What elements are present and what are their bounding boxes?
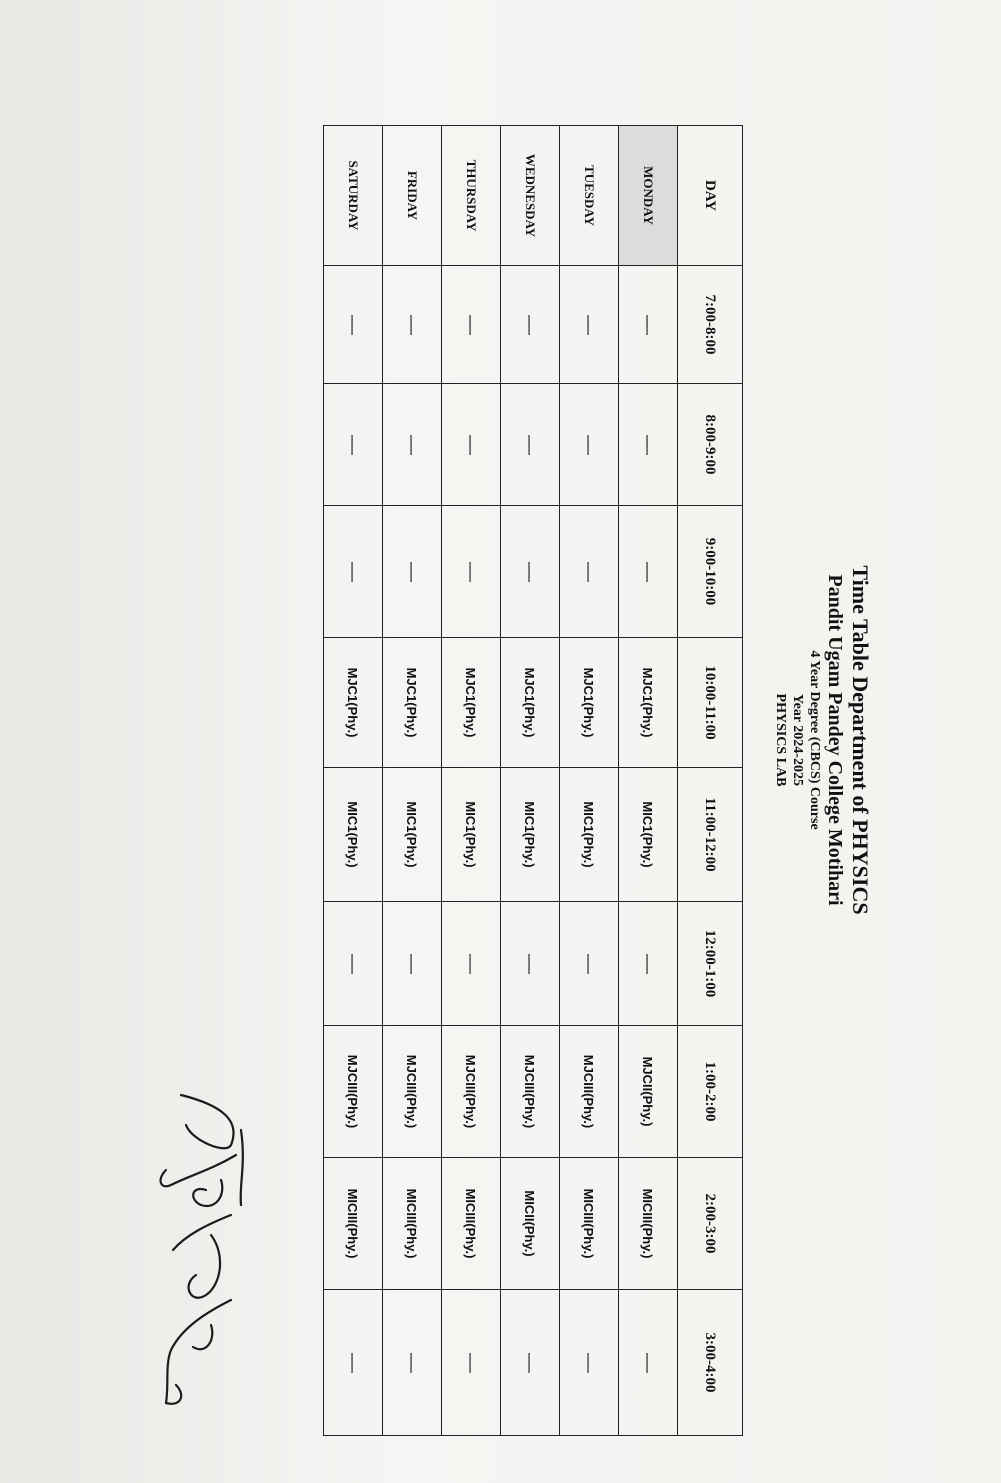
slot-cell: MJCIII(Phy.) bbox=[324, 1026, 383, 1158]
slot-cell: ------ bbox=[442, 902, 501, 1026]
slot-cell: MJC1(Phy.) bbox=[560, 638, 619, 768]
slot-cell: ------ bbox=[442, 266, 501, 384]
slot-cell: ------ bbox=[560, 266, 619, 384]
timetable bbox=[323, 125, 743, 1436]
handwritten-signature bbox=[151, 1085, 261, 1415]
slot-cell: MIC1(Phy.) bbox=[619, 768, 678, 902]
column-header: DAY bbox=[678, 126, 743, 266]
slot-cell: ------ bbox=[383, 266, 442, 384]
slot-cell: MJC1(Phy.) bbox=[324, 638, 383, 768]
slot-cell: MICIII(Phy.) bbox=[442, 1158, 501, 1290]
slot-cell: ------ bbox=[324, 902, 383, 1026]
slot-cell: MJCIII(Phy.) bbox=[501, 1026, 560, 1158]
day-cell: SATURDAY bbox=[324, 126, 383, 266]
slot-cell: ------ bbox=[560, 506, 619, 638]
day-cell: MONDAY bbox=[619, 126, 678, 266]
slot-cell: MIC1(Phy.) bbox=[442, 768, 501, 902]
table-row bbox=[383, 126, 442, 1436]
slot-cell: MJC1(Phy.) bbox=[383, 638, 442, 768]
slot-cell: MJCIII(Phy.) bbox=[442, 1026, 501, 1158]
slot-cell: MJCIII(Phy.) bbox=[383, 1026, 442, 1158]
slot-cell: MIC1(Phy.) bbox=[560, 768, 619, 902]
slot-cell: ------ bbox=[501, 902, 560, 1026]
table-row bbox=[501, 126, 560, 1436]
slot-cell: ------ bbox=[324, 506, 383, 638]
slot-cell: ------ bbox=[501, 1290, 560, 1436]
day-cell: THURSDAY bbox=[442, 126, 501, 266]
slot-cell: ------ bbox=[324, 1290, 383, 1436]
slot-cell: MICIII(Phy.) bbox=[324, 1158, 383, 1290]
column-header: 8:00-9:00 bbox=[678, 384, 743, 506]
slot-cell: ------ bbox=[324, 384, 383, 506]
day-cell: FRIDAY bbox=[383, 126, 442, 266]
timetable-header bbox=[772, 330, 873, 1150]
column-header: 3:00-4:00 bbox=[678, 1290, 743, 1436]
table-row bbox=[442, 126, 501, 1436]
slot-cell: ------ bbox=[501, 266, 560, 384]
table-row bbox=[324, 126, 383, 1436]
column-header: 12:00-1:00 bbox=[678, 902, 743, 1026]
column-header: 10:00-11:00 bbox=[678, 638, 743, 768]
slot-cell: MICIII(Phy.) bbox=[619, 1158, 678, 1290]
day-cell: TUESDAY bbox=[560, 126, 619, 266]
column-header: 11:00-12:00 bbox=[678, 768, 743, 902]
slot-cell: MJC1(Phy.) bbox=[619, 638, 678, 768]
slot-cell: ------ bbox=[619, 266, 678, 384]
slot-cell: MIC1(Phy.) bbox=[501, 768, 560, 902]
slot-cell: ------ bbox=[560, 384, 619, 506]
slot-cell: ------ bbox=[383, 506, 442, 638]
slot-cell: ------ bbox=[501, 384, 560, 506]
slot-cell: ------ bbox=[383, 384, 442, 506]
column-header: 2:00-3:00 bbox=[678, 1158, 743, 1290]
course-name: 4 Year Degree (CBCS) Course bbox=[807, 650, 822, 830]
slot-cell: ------ bbox=[560, 1290, 619, 1436]
column-header: 1:00-2:00 bbox=[678, 1026, 743, 1158]
slot-cell: ------ bbox=[442, 506, 501, 638]
slot-cell: ------ bbox=[619, 902, 678, 1026]
slot-cell: MIC1(Phy.) bbox=[383, 768, 442, 902]
table-row bbox=[619, 126, 678, 1436]
slot-cell: MJCII(Phy.) bbox=[619, 1026, 678, 1158]
lab-name: PHYSICS LAB bbox=[773, 693, 788, 787]
day-cell: WEDNESDAY bbox=[501, 126, 560, 266]
slot-cell: ------ bbox=[442, 384, 501, 506]
slot-cell: ------ bbox=[560, 902, 619, 1026]
slot-cell: ------ bbox=[383, 1290, 442, 1436]
slot-cell: ------ bbox=[324, 266, 383, 384]
header-row bbox=[678, 126, 743, 1436]
slot-cell: ------ bbox=[383, 902, 442, 1026]
slot-cell: MICIII(Phy.) bbox=[560, 1158, 619, 1290]
column-header: 7:00-8:00 bbox=[678, 266, 743, 384]
department-title: Time Table Department of PHYSICS bbox=[848, 565, 873, 915]
slot-cell: ------ bbox=[619, 384, 678, 506]
slot-cell: MJC1(Phy.) bbox=[501, 638, 560, 768]
column-header: 9:00-10:00 bbox=[678, 506, 743, 638]
college-name: Pandit Ugam Pandey College Motihari bbox=[824, 574, 846, 906]
slot-cell: MIC1(Phy.) bbox=[324, 768, 383, 902]
slot-cell: MJC1(Phy.) bbox=[442, 638, 501, 768]
slot-cell: ------ bbox=[442, 1290, 501, 1436]
slot-cell: MICIII(Phy.) bbox=[383, 1158, 442, 1290]
slot-cell: MJCIII(Phy.) bbox=[560, 1026, 619, 1158]
slot-cell: ------ bbox=[501, 506, 560, 638]
slot-cell: ------ bbox=[619, 506, 678, 638]
slot-cell: MICII(Phy.) bbox=[501, 1158, 560, 1290]
session-year: Year 2024-2025 bbox=[790, 694, 805, 786]
slot-cell: ------ bbox=[619, 1290, 678, 1436]
table-row bbox=[560, 126, 619, 1436]
